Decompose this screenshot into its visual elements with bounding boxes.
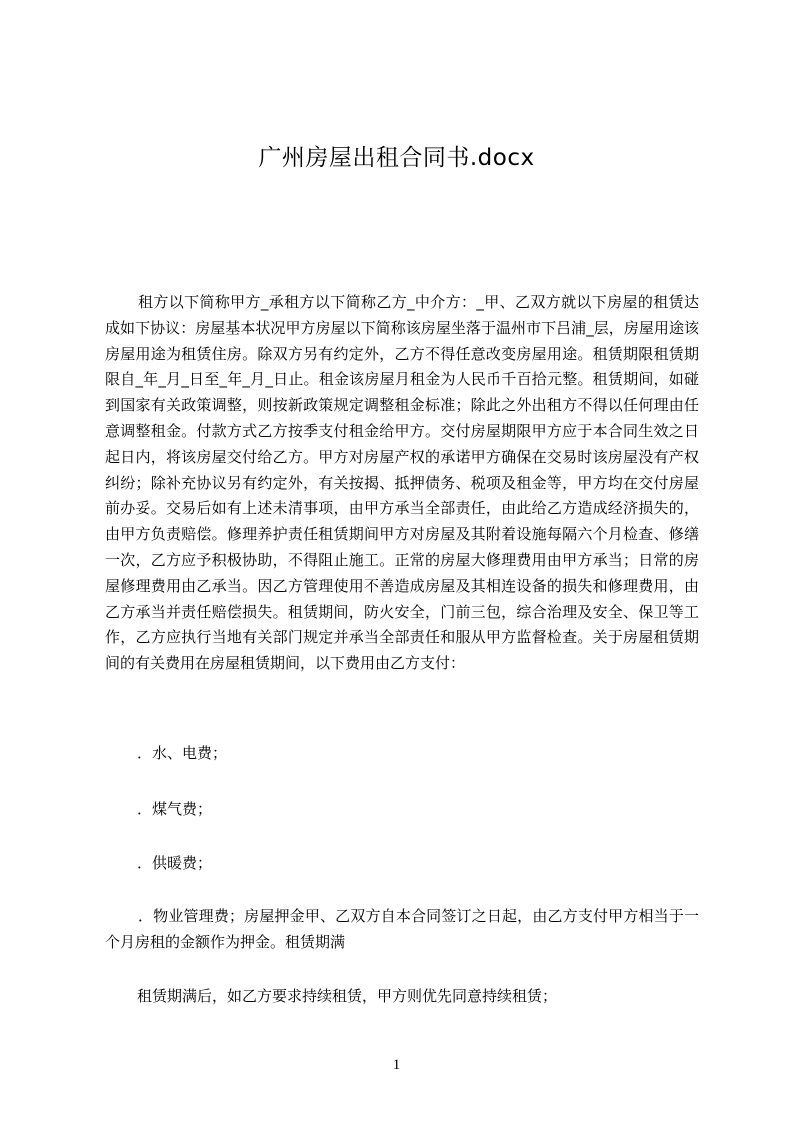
list-item-utilities: ．水、电费； xyxy=(137,744,228,762)
property-fee-paragraph: ．物业管理费；房屋押金甲、乙双方自本合同签订之日起，由乙方支付甲方相当于一个月房租的金额作为押金。租赁期满 xyxy=(105,907,699,951)
renewal-paragraph: 租赁期满后，如乙方要求持续租赁，甲方则优先同意持续租赁； xyxy=(137,987,558,1005)
list-item-gas: ．煤气费； xyxy=(137,800,213,818)
list-item-heating: ．供暖费； xyxy=(137,854,213,872)
body-paragraph: 租方以下简称甲方_承租方以下简称乙方_中介方：_甲、乙双方就以下房屋的租赁达成如下协议：房屋基本状况甲方房屋以下简称该房屋坐落于温州市下吕浦_层，房屋用途该房屋用途为租赁住房。除双方另有约定外，乙方不得任意改变房屋用途。租赁期限租赁期限自_年_月_日至_年_月_日止。租金该房屋月租金为人民币千百拾元整。租赁期间，如碰到国家有关政策调整，则按新政策规定调整租金标准；除此之外出租方不得以任何理由任意调整租金。付款方式乙方按季支付租金给甲方。交付房屋期限甲方应于本合同生效之日起日内，将该房屋交付给乙方。甲方对房屋产权的承诺甲方确保在交易时该房屋没有产权纠纷；除补充协议另有约定外，有关按揭、抵押债务、税项及租金等，甲方均在交付房屋前办妥。交易后如有上述未清事项，由甲方承当全部责任，由此给乙方造成经济损失的，由甲方负责赔偿。修理养护责任租赁期间甲方对房屋及其附着设施每隔六个月检查、修缮一次，乙方应予积极协助，不得阻止施工。正常的房屋大修理费用由甲方承当；日常的房屋修理费用由乙承当。因乙方管理使用不善造成房屋及其相连设备的损失和修理费用，由乙方承当并责任赔偿损失。租赁期间，防火安全，门前三包，综合治理及安全、保卫等工作，乙方应执行当地有关部门规定并承当全部责任和服从甲方监督检查。关于房屋租赁期间的有关费用在房屋租赁期间，以下费用由乙方支付： xyxy=(105,293,699,673)
page-number: 1 xyxy=(392,1057,401,1073)
document-title: 广州房屋出租合同书.docx xyxy=(258,145,535,171)
